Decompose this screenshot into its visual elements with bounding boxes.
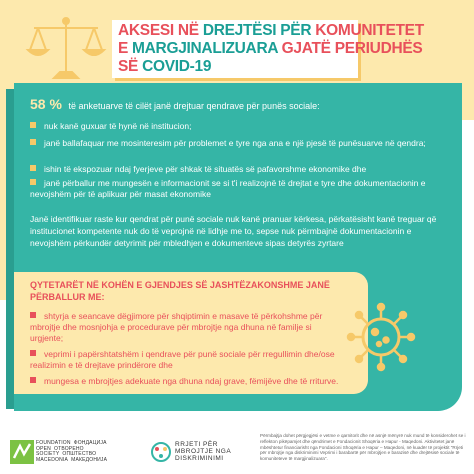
logo-text-line: ОПШТЕСТВО	[62, 451, 97, 457]
anti-discrimination-network-logo	[150, 440, 172, 464]
bullet-square-icon	[30, 122, 36, 128]
logo-text-line: MACEDONIA	[36, 456, 69, 463]
title-part: COVID-19	[142, 58, 212, 75]
bullet-text: janë përballur me mungesën e informacionit se si t'i realizojnë të drejtat e tyre dhe dokumentacionin e nevojshëm për të aplikuar për masat ekonomike	[30, 178, 426, 199]
title-line-3	[118, 58, 211, 76]
title-part: AKSESI NË	[118, 22, 203, 39]
bullet-text: janë ballafaquar me mosinteresim për problemet e tyre nga ana e një pjesë të punësuarve në qendra;	[44, 138, 426, 148]
body-paragraph: Janë identifikuar raste kur qendrat për punë sociale nuk kanë pranuar kërkesa, përkatësisht kanë treguar që institucionet kompetente nuk do të veprojnë në lidhje me to, sepse nuk përmbajnë dokumentacionin e nevojshëm përkundër detyrimit për mbledhjen e dokumenteve sipas detyrës zyrtare	[30, 214, 437, 248]
list-item	[30, 121, 440, 132]
logo-text-line: ОТВОРЕНО	[53, 445, 84, 452]
bullet-square-icon	[30, 165, 36, 171]
list-item	[30, 178, 440, 200]
bullet-square-icon	[30, 139, 36, 145]
logo-text-line: МАКЕДОНИЈА	[71, 456, 108, 463]
list-item	[30, 138, 440, 149]
logo-text-line: FOUNDATION	[36, 440, 71, 446]
title-part: DREJTËSI PËR	[202, 22, 316, 39]
bullet-square-icon	[30, 312, 36, 318]
virus-icon	[346, 302, 416, 372]
stat-percent: 58 %	[30, 96, 62, 112]
foundation-osm-logo	[10, 440, 34, 464]
logo-text-line: DISKRIMINIMI	[175, 455, 224, 462]
logo-text-line: ФОНДАЦИЈА	[73, 440, 107, 446]
list-item	[30, 376, 340, 387]
list-item	[30, 164, 440, 175]
stat-row	[30, 96, 320, 112]
title-part: GJATË PERIUDHËS	[281, 40, 423, 57]
bullet-square-icon	[30, 377, 36, 383]
logo-text-line: MBROJTJE NGA	[175, 448, 232, 455]
disclaimer-text: Përmbajtja dohet përgjegjësi e vetme e qarnitorit dhe në asnjë mënyrë nuk mund të konsiderohet se i reflekton pikëpamjet dhe qëndrimet e Fondacionit Shoqëria e Hapur - Maqedoni. Aktivitetet janë mbështetur financiarisht nga Fondacioni Shoqëria e Hapur – Maqedoni, në kuadër të projektit "Rrjeti për mbrojtje nga diskriminimi Veprimi i barabartë për mbrojtjen e barazisë dhe drejtësisë sociale të komuniteteve të margjinalizuara".	[260, 433, 466, 462]
bullet-text: veprimi i papërshtatshëm i qendrave për punë sociale për rregullimin dhe/ose realizimin e të drejtave prindërore dhe	[30, 349, 335, 370]
bullet-square-icon	[30, 350, 36, 356]
title-part: MARGJINALIZUARA	[132, 40, 282, 57]
bullet-text: nuk kanë guxuar të hynë në institucion;	[44, 121, 192, 131]
title-line-1	[118, 22, 424, 40]
title-part: E	[118, 40, 133, 57]
list-item	[30, 349, 340, 371]
bullet-text: shtyrja e seancave dëgjimore për shqiptimin e masave të përkohshme për mbrojtje dhe mosnjohja e procedurave për mbrojtje nga dhuna në familje si urgjente;	[30, 311, 323, 343]
title-part: KOMUNITETET	[315, 22, 424, 39]
stat-text: të anketuarve të cilët janë drejtuar qendrave për punës sociale:	[68, 101, 320, 111]
bullet-text: ishin të ekspozuar ndaj fyerjeve për shkak të situatës së pafavorshme ekonomike dhe	[44, 164, 367, 174]
logo-text-line: RRJETI PËR	[175, 441, 218, 448]
network-logo-text	[175, 441, 231, 462]
title-part: SË	[118, 58, 143, 75]
bullet-text: mungesa e mbrojtjes adekuate nga dhuna ndaj grave, fëmijëve dhe të rriturve.	[44, 376, 339, 386]
logo-text-line: OPEN	[36, 445, 51, 452]
scales-of-justice-icon	[24, 14, 108, 84]
foundation-logo-text	[36, 441, 107, 463]
logo-text-line: SOCIETY	[36, 451, 60, 457]
bullet-square-icon	[30, 179, 36, 185]
title-line-2	[118, 40, 422, 58]
list-item	[30, 311, 340, 344]
highlight-heading: QYTETARËT NË KOHËN E GJENDJES SË JASHTËZAKONSHME JANË PËRBALLUR ME:	[30, 280, 330, 302]
